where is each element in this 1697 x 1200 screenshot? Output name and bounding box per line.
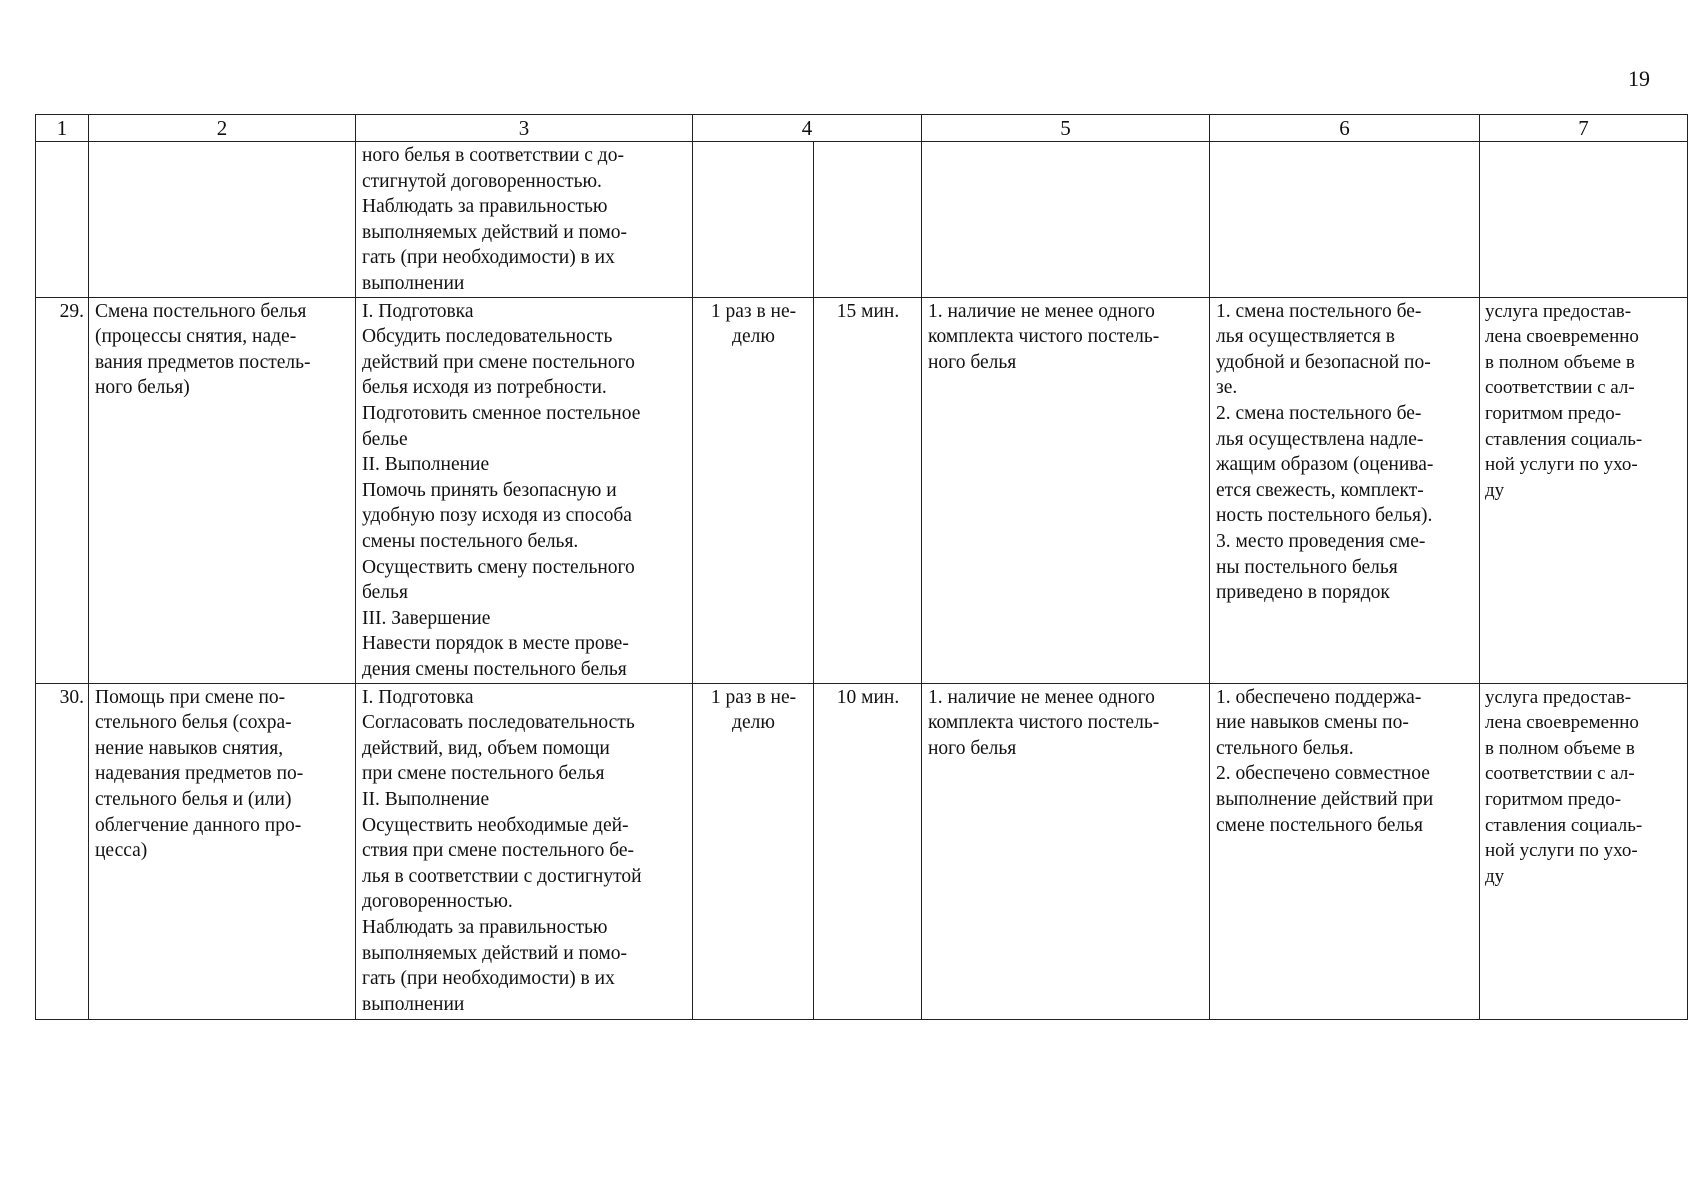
text-line: горитмом предо- (1485, 402, 1622, 424)
text-line: в полном объеме в (1485, 351, 1635, 373)
text-line: 1. обеспечено поддержа- (1216, 686, 1422, 708)
services-table (35, 114, 1688, 1020)
text-line: ного белья) (95, 377, 190, 399)
text-line: II. Выполнение (362, 454, 490, 476)
text-line: ность постельного белья). (1216, 505, 1433, 527)
text-line: выполняемых действий и помо- (362, 942, 627, 964)
text-line: Смена постельного белья (95, 300, 307, 322)
page-number: 19 (1628, 66, 1650, 91)
text-line: Осуществить необходимые дей- (362, 814, 629, 836)
text-line: удобной и безопасной по- (1216, 351, 1431, 373)
service-evaluation (1480, 683, 1688, 1019)
text-line: ние навыков смены по- (1216, 712, 1409, 734)
text-line: услуга предостав- (1485, 686, 1632, 708)
service-duration: 10 мин. (814, 683, 922, 1019)
text-line: II. Выполнение (362, 788, 490, 810)
text-line: белья исходя из потребности. (362, 377, 607, 399)
row-number: 30. (36, 683, 89, 1019)
text-line: лья в соответствии с достигнутой (362, 865, 642, 887)
text-line: стельного белья и (или) (95, 788, 292, 810)
text-line: вания предметов постель- (95, 351, 311, 373)
text-line: действий при смене постельного (362, 351, 635, 373)
text-line: стельного белья (сохра- (95, 712, 292, 734)
text-line: Согласовать последовательность (362, 712, 635, 734)
service-evaluation (1480, 297, 1688, 683)
text-line: соответствии с ал- (1485, 763, 1635, 785)
text-line: лья осуществляется в (1216, 326, 1395, 348)
text-line: ставления социаль- (1485, 428, 1643, 450)
service-content (356, 297, 693, 683)
text-line: жащим образом (оценива- (1216, 454, 1434, 476)
text-line: ствия при смене постельного бе- (362, 840, 635, 862)
text-line: ду (1485, 479, 1505, 501)
text-line: облегчение данного про- (95, 814, 302, 836)
text-line: ной услуги по ухо- (1485, 454, 1638, 476)
text-line: дения смены постельного белья (362, 658, 627, 680)
service-conditions (922, 683, 1210, 1019)
text-line: 3. место проведения сме- (1216, 530, 1426, 552)
text-line: 2. обеспечено совместное (1216, 763, 1430, 785)
text-line: делю (732, 712, 775, 734)
service-name (89, 683, 356, 1019)
text-line: делю (732, 326, 775, 348)
text-line: III. Завершение (362, 607, 491, 629)
text-line: белья (362, 582, 408, 604)
header-col-6: 6 (1210, 115, 1480, 142)
text-line: комплекта чистого постель- (928, 712, 1160, 734)
text-line: комплекта чистого постель- (928, 326, 1160, 348)
header-col-3: 3 (356, 115, 693, 142)
service-content (356, 683, 693, 1019)
text-line: Наблюдать за правильностью (362, 196, 608, 218)
header-col-4: 4 (693, 115, 922, 142)
text-line: смене постельного белья (1216, 814, 1423, 836)
text-line: Обсудить последовательность (362, 326, 613, 348)
text-line: ду (1485, 865, 1505, 887)
text-line: ны постельного белья (1216, 556, 1398, 578)
service-name (89, 297, 356, 683)
text-line: ного белья (928, 737, 1017, 759)
text-line: надевания предметов по- (95, 763, 304, 785)
text-line: смены постельного белья. (362, 530, 579, 552)
text-line: ной услуги по ухо- (1485, 840, 1638, 862)
service-conditions (922, 297, 1210, 683)
text-line: белье (362, 428, 408, 450)
text-line: приведено в порядок (1216, 582, 1390, 604)
text-line: Помощь при смене по- (95, 686, 286, 708)
text-line: цесса) (95, 840, 148, 862)
text-line: 1. наличие не менее одного (928, 686, 1155, 708)
text-line: выполняемых действий и помо- (362, 221, 627, 243)
text-line: лена своевременно (1485, 326, 1639, 348)
text-line: Помочь принять безопасную и (362, 479, 617, 501)
continuation-row (36, 142, 1688, 298)
header-col-5: 5 (922, 115, 1210, 142)
text-line: Наблюдать за правильностью (362, 916, 608, 938)
text-line: ного белья в соответствии с до- (362, 145, 624, 166)
text-line: I. Подготовка (362, 686, 474, 708)
text-line: ставления социаль- (1485, 814, 1643, 836)
text-line: ного белья (928, 351, 1017, 373)
table-row-30 (36, 683, 1688, 1019)
service-frequency (693, 683, 814, 1019)
text-line: (процессы снятия, наде- (95, 326, 297, 348)
service-frequency (693, 297, 814, 683)
text-line: удобную позу исходя из способа (362, 505, 632, 527)
text-line: действий, вид, объем помощи (362, 737, 610, 759)
text-line: стельного белья. (1216, 737, 1354, 759)
text-line: при смене постельного белья (362, 763, 605, 785)
text-line: выполнении (362, 993, 465, 1015)
row-number: 29. (36, 297, 89, 683)
text-line: I. Подготовка (362, 300, 474, 322)
text-line: нение навыков снятия, (95, 737, 284, 759)
service-indicators (1210, 683, 1480, 1019)
header-col-1: 1 (36, 115, 89, 142)
text-line: гать (при необходимости) в их (362, 968, 615, 990)
service-indicators (1210, 297, 1480, 683)
text-line: соответствии с ал- (1485, 377, 1635, 399)
text-line: Подготовить сменное постельное (362, 402, 641, 424)
text-line: 2. смена постельного бе- (1216, 402, 1422, 424)
text-line: в полном объеме в (1485, 737, 1635, 759)
text-line: договоренностью. (362, 891, 513, 913)
text-line: стигнутой договоренностью. (362, 170, 602, 192)
text-line: Осуществить смену постельного (362, 556, 635, 578)
text-line: лена своевременно (1485, 712, 1639, 734)
service-duration: 15 мин. (814, 297, 922, 683)
header-col-2: 2 (89, 115, 356, 142)
text-line: 1. смена постельного бе- (1216, 300, 1422, 322)
text-line: ется свежесть, комплект- (1216, 479, 1424, 501)
text-line: лья осуществлена надле- (1216, 428, 1424, 450)
continuation-content (356, 142, 693, 298)
text-line: выполнение действий при (1216, 788, 1434, 810)
column-number-row (36, 115, 1688, 142)
text-line: зе. (1216, 377, 1238, 399)
text-line: 1. наличие не менее одного (928, 300, 1155, 322)
text-line: 1 раз в не- (710, 686, 797, 708)
text-line: Навести порядок в месте прове- (362, 633, 629, 655)
table-row-29 (36, 297, 1688, 683)
header-col-7: 7 (1480, 115, 1688, 142)
text-line: 1 раз в не- (710, 300, 797, 322)
text-line: услуга предостав- (1485, 300, 1632, 322)
text-line: горитмом предо- (1485, 788, 1622, 810)
text-line: гать (при необходимости) в их (362, 247, 615, 269)
text-line: выполнении (362, 272, 465, 294)
